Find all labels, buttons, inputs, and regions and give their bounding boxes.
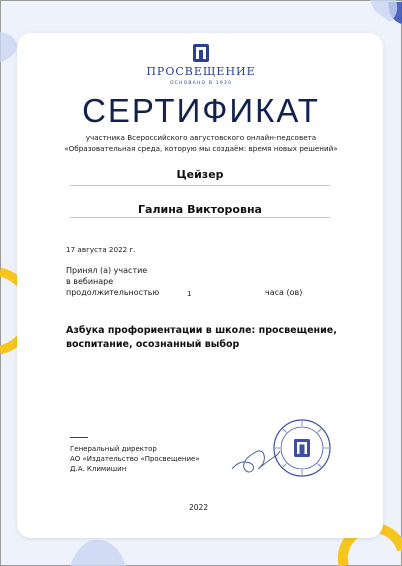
duration-label: продолжительностью [66,288,160,297]
course-title: Азбука профориентации в школе: просвещение, воспитание, осознанный выбор [66,325,337,350]
signatory-position: Генеральный директор [70,445,157,453]
publisher-brand-name: ПРОСВЕЩЕНИЕ [146,65,256,78]
participation-line-2: в вебинаре [66,277,114,286]
duration-value: 1 [187,290,192,298]
signatory-accent-line [70,437,88,438]
certificate-subtitle [0,133,402,154]
surname-underline [70,185,330,186]
recipient-given-names: Галина Викторовна [138,203,262,216]
event-date: 17 августа 2022 г. [66,245,136,254]
signatory-name: Д.А. Климишин [70,465,127,473]
certificate-title: СЕРТИФИКАТ [82,92,320,129]
subtitle-line-1: участника Всероссийского августовского онлайн-педсовета [85,133,317,142]
certificate-year: 2022 [189,503,209,512]
given-names-underline [70,217,330,218]
publisher-logo-icon [193,44,209,62]
subtitle-line-2: «Образовательная среда, которую мы создаём: время новых решений» [64,143,338,153]
signatory-company: АО «Издательство «Просвещение» [70,455,200,463]
duration-unit: часа (ов) [265,288,303,297]
participation-line-1: Принял (а) участие [66,266,148,275]
publisher-tagline: ОСНОВАНО В 1930 [169,81,233,86]
company-seal-icon [272,418,332,478]
recipient-surname: Цейзер [176,168,224,181]
